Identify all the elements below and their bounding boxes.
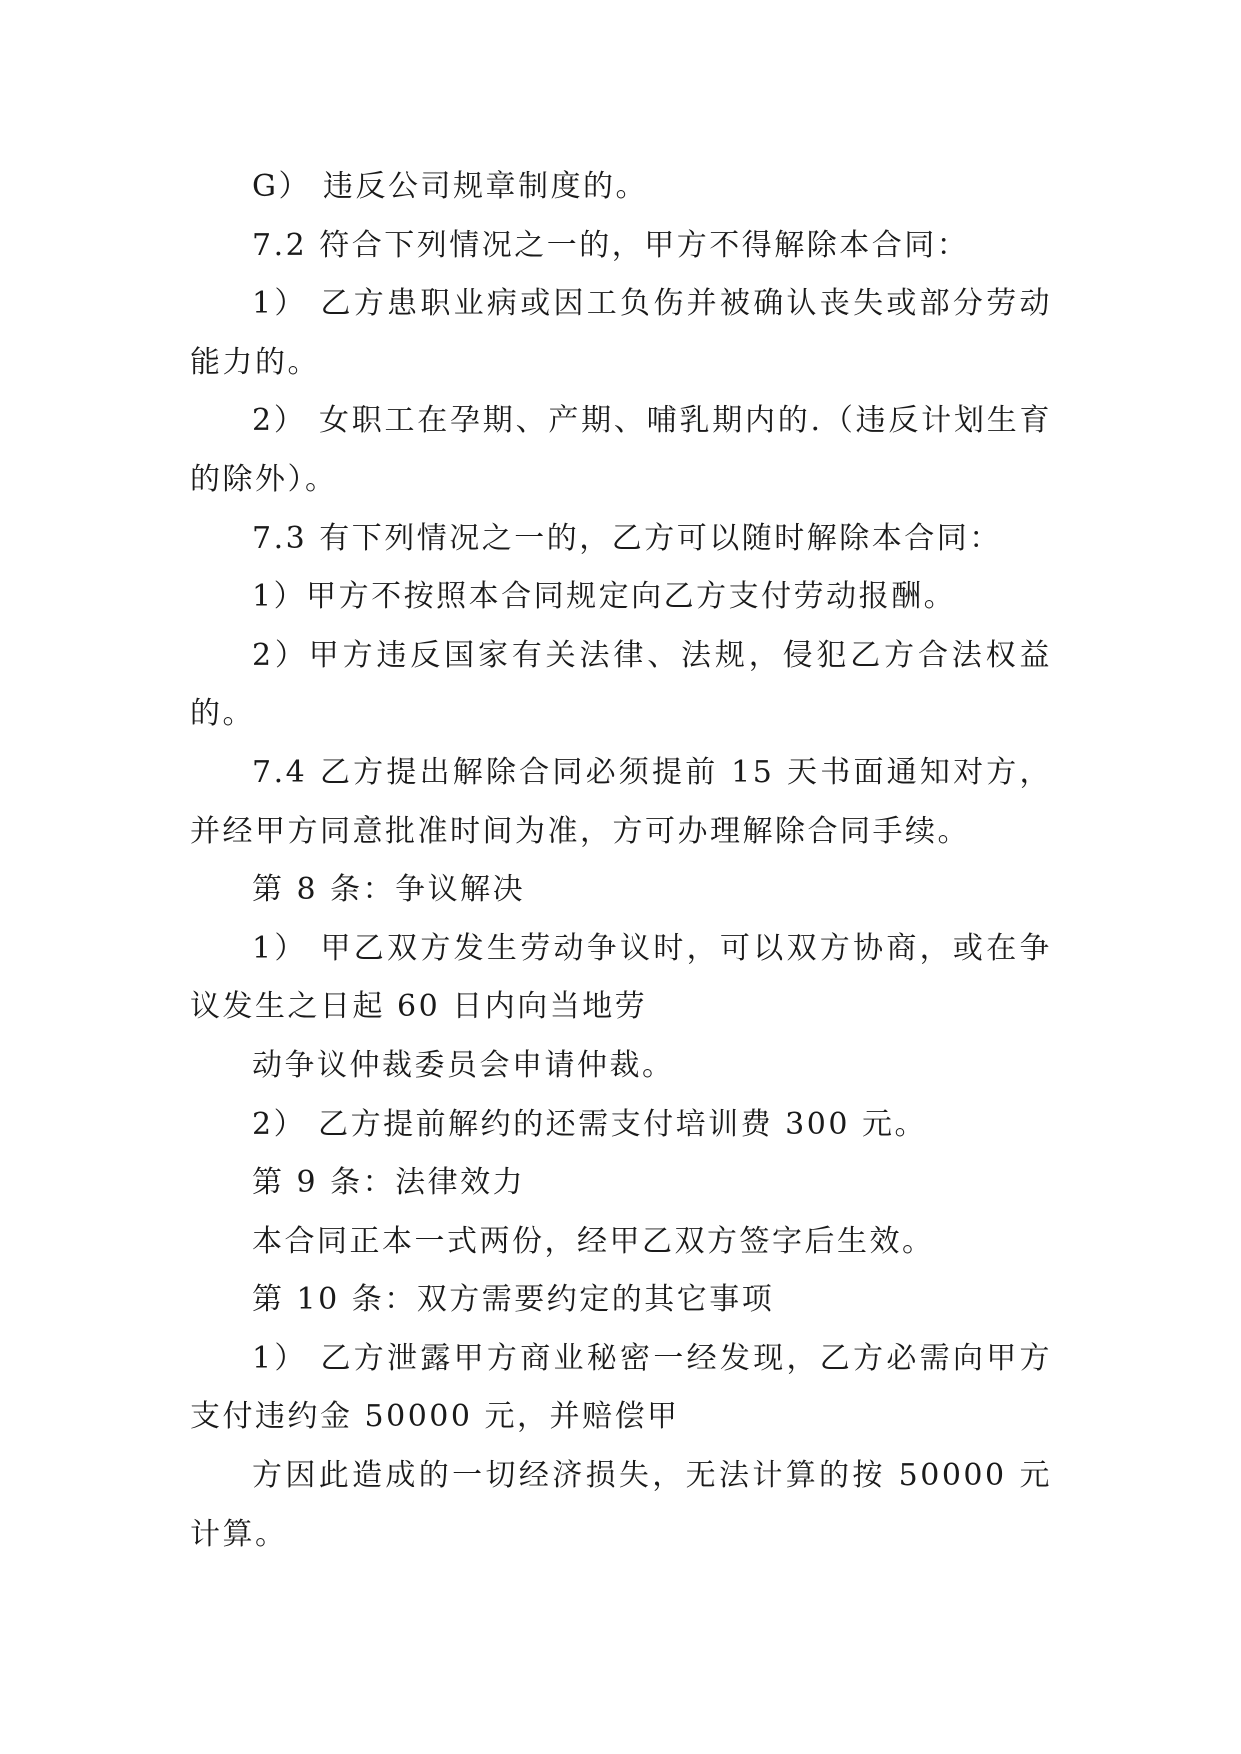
paragraph-7-2: 7.2 符合下列情况之一的，甲方不得解除本合同： (252, 227, 970, 263)
paragraph-g-violation: G） 违反公司规章制度的。 (252, 169, 649, 204)
paragraph-7-2-item-2: 2） 女职工在孕期、产期、哺乳期内的.（违反计划生育的除外）。 (190, 403, 1052, 497)
paragraph-7-4: 7.4 乙方提出解除合同必须提前 15 天书面通知对方，并经甲方同意批准时间为准，方可办理解除合同手续。 (190, 754, 1052, 849)
paragraph-10-item-1: 1） 乙方泄露甲方商业秘密一经发现，乙方必需向甲方支付违约金 50000 元，并赔偿甲 (190, 1340, 1052, 1435)
paragraph-7-3-item-2: 2）甲方违反国家有关法律、法规，侵犯乙方合法权益的。 (190, 637, 1052, 732)
paragraph-7-3-item-1: 1）甲方不按照本合同规定向乙方支付劳动报酬。 (252, 579, 957, 615)
heading-article-8: 第 8 条：争议解决 (252, 872, 526, 908)
paragraph-8-item-1: 1） 甲乙双方发生劳动争议时，可以双方协商，或在争议发生之日起 60 日内向当地劳 (190, 930, 1052, 1025)
paragraph-8-item-1-cont: 动争议仲裁委员会申请仲裁。 (252, 1047, 675, 1083)
paragraph-8-item-2: 2） 乙方提前解约的还需支付培训费 300 元。 (252, 1106, 927, 1142)
heading-article-10: 第 10 条：双方需要约定的其它事项 (252, 1282, 775, 1318)
paragraph-9-body: 本合同正本一式两份，经甲乙双方签字后生效。 (252, 1223, 935, 1259)
paragraph-7-3: 7.3 有下列情况之一的，乙方可以随时解除本合同： (252, 520, 1002, 556)
heading-article-9: 第 9 条：法律效力 (252, 1165, 526, 1201)
paragraph-7-2-item-1: 1） 乙方患职业病或因工负伤并被确认丧失或部分劳动能力的。 (190, 286, 1052, 380)
document-body (190, 158, 1052, 1564)
paragraph-10-item-1-cont: 方因此造成的一切经济损失，无法计算的按 50000 元计算。 (190, 1458, 1052, 1552)
